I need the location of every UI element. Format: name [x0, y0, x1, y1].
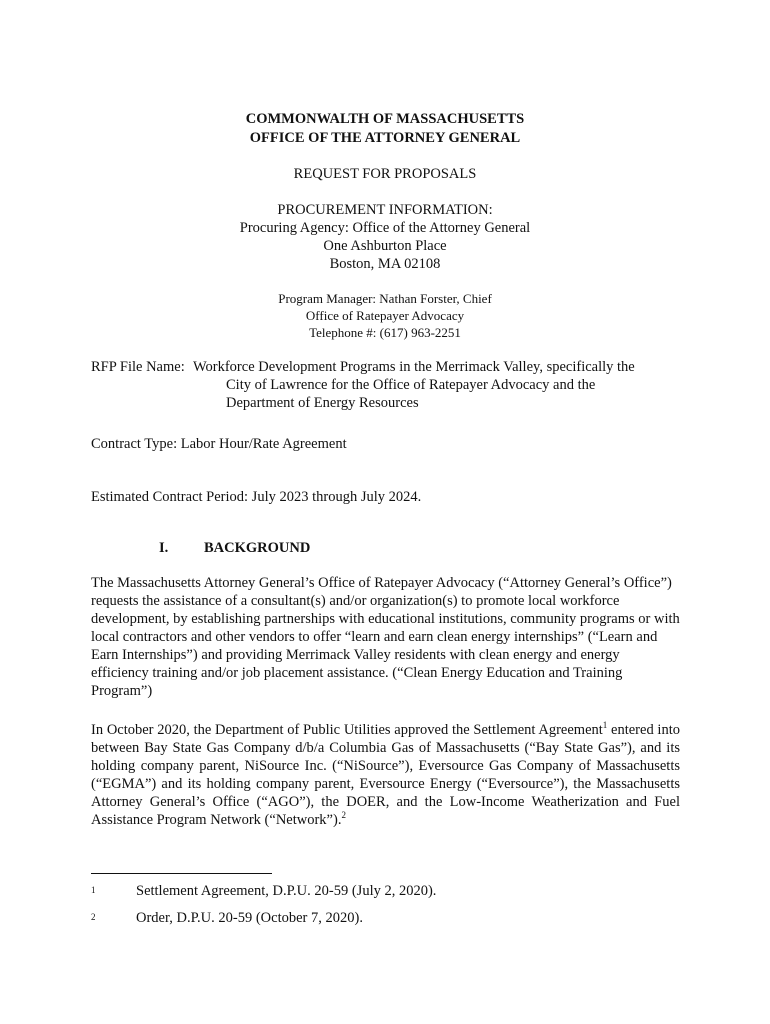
rfp-file-name-line3: Department of Energy Resources [226, 395, 419, 411]
header-office: OFFICE OF THE ATTORNEY GENERAL [249, 130, 521, 146]
paragraph-2-text-a: In October 2020, the Department of Public Utilities approved the Settlement Agreement [91, 722, 603, 738]
background-paragraph-2 [91, 721, 680, 829]
footnote-reference-1[interactable]: 1 [602, 720, 608, 730]
background-paragraph-1: The Massachusetts Attorney General’s Office of Ratepayer Advocacy (“Attorney General’s Office”) requests the assistance of a consultant(s) and/or organization(s) to promote local workforce development, by establishing partnerships with educational institutions, community programs or with local contractors and other vendors to offer “learn and earn clean energy internships” (“Learn and Earn Internships”) and providing Merrimack Valley residents with clean energy and energy efficiency training and/or job placement assistance. (“Clean Energy Education and Training Program”) [91, 575, 680, 699]
rfp-file-label: RFP File Name: [91, 359, 185, 375]
procuring-agency: Procuring Agency: Office of the Attorney General [239, 220, 531, 236]
rfp-file-name-line1: Workforce Development Programs in the Merrimack Valley, specifically the [193, 359, 635, 375]
footnote-text-2: Order, D.P.U. 20-59 (October 7, 2020). [136, 910, 363, 926]
manager-office: Office of Ratepayer Advocacy [305, 308, 465, 323]
rfp-title: REQUEST FOR PROPOSALS [293, 166, 477, 182]
footnote-divider [91, 873, 272, 874]
paragraph-2-text-b: entered into between Bay State Gas Company d/b/a Columbia Gas of Massachusetts (“Bay State Gas”), and its holding company parent, NiSource Inc. (“NiSource”), Eversource Gas Company of Massachusetts (“EGMA”) and its holding company parent, Eversource Energy (“Eversource”), the Massachusetts Attorney General’s Office (“AGO”), the DOER, and the Low-Income Weatherization and Fuel Assistance Program Network (“Network”). [91, 722, 680, 828]
footnote-reference-2[interactable]: 2 [341, 810, 346, 820]
footnote-text-1: Settlement Agreement, D.P.U. 20-59 (July 2, 2020). [136, 883, 437, 899]
section-number: I. [159, 540, 169, 556]
address-street: One Ashburton Place [323, 238, 447, 254]
footnote-number-2: 2 [91, 912, 96, 922]
section-heading: BACKGROUND [204, 540, 311, 556]
program-manager: Program Manager: Nathan Forster, Chief [278, 291, 492, 306]
header-commonwealth: COMMONWALTH OF MASSACHUSETTS [245, 111, 525, 127]
address-city: Boston, MA 02108 [329, 256, 441, 272]
footnote-number-1: 1 [91, 885, 96, 895]
contract-period: Estimated Contract Period: July 2023 through July 2024. [91, 489, 422, 505]
rfp-file-name-line2: City of Lawrence for the Office of Ratepayer Advocacy and the [226, 377, 596, 393]
procurement-heading: PROCUREMENT INFORMATION: [277, 202, 493, 218]
contract-type: Contract Type: Labor Hour/Rate Agreement [91, 436, 347, 452]
manager-telephone: Telephone #: (617) 963-2251 [309, 325, 461, 340]
